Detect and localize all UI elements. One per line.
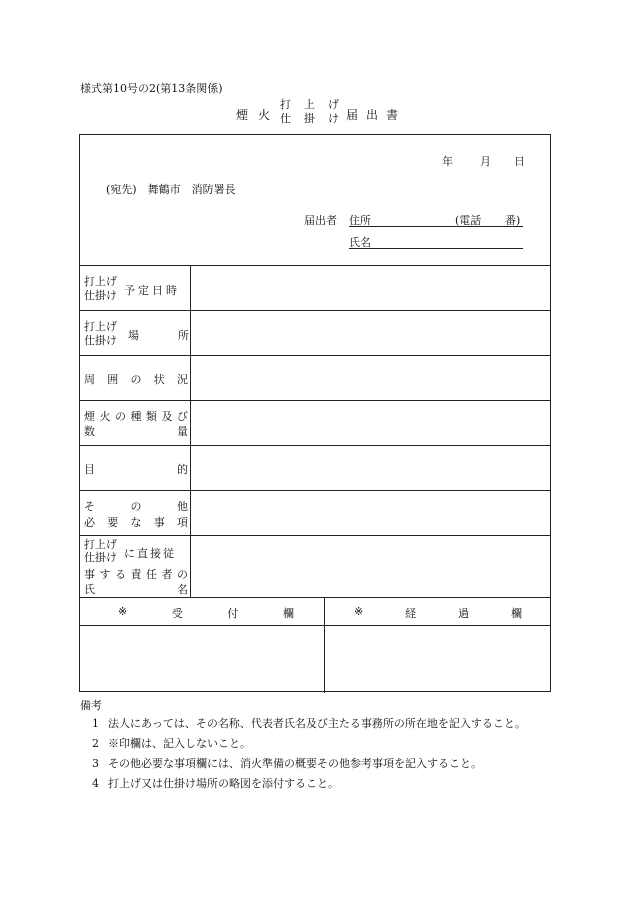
- label-char: の: [130, 500, 142, 513]
- address-label: 住所: [349, 214, 371, 227]
- month-label: 月: [480, 155, 491, 168]
- label-char: 付: [227, 607, 239, 620]
- title-char: け: [328, 112, 347, 125]
- address-field[interactable]: [349, 212, 523, 227]
- title-char: 上: [304, 98, 323, 111]
- label-tail: に直接従: [124, 547, 176, 560]
- title-char: 届: [346, 108, 367, 122]
- fireworks-type-input[interactable]: [190, 401, 550, 445]
- stack-top: 打上げ: [84, 320, 117, 333]
- row-label-other: [84, 498, 188, 514]
- label-char: 類: [146, 410, 157, 423]
- label-char: 他: [177, 500, 188, 513]
- purpose-input[interactable]: [190, 446, 550, 490]
- applicant-label: 届出者: [304, 214, 337, 227]
- title-char: 煙: [236, 108, 257, 122]
- label-char: 任: [146, 568, 157, 581]
- label-char: 事: [153, 516, 165, 529]
- remark-item: [92, 715, 526, 731]
- day-label: 日: [514, 155, 525, 168]
- remark-text: 打上げ又は仕掛け場所の略図を添付すること。: [108, 777, 339, 790]
- label-char: 状: [153, 373, 165, 386]
- addressee: (宛先) 舞鶴市 消防署長: [106, 183, 236, 196]
- remark-item: [92, 735, 251, 751]
- remark-number: 4: [92, 777, 99, 790]
- label-char: 項: [177, 516, 188, 529]
- label-char: 周: [84, 373, 95, 386]
- place-input[interactable]: [190, 311, 550, 355]
- notification-form: [79, 134, 551, 692]
- label-char: 責: [130, 568, 142, 581]
- document-title: [236, 98, 436, 128]
- title-char: げ: [328, 98, 347, 111]
- label-char: の: [177, 568, 188, 581]
- remarks-heading: 備考: [80, 699, 102, 712]
- year-label: 年: [442, 155, 453, 168]
- label-char: 的: [177, 463, 188, 476]
- stack-top: 打上げ: [84, 275, 117, 288]
- stack-top: 打上げ: [84, 538, 117, 551]
- row-label-schedule: [84, 275, 188, 303]
- label-char: 目: [84, 463, 95, 476]
- reception-box: [80, 626, 324, 692]
- label-char: 場: [128, 329, 139, 342]
- label-char: 欄: [510, 607, 522, 620]
- label-char: 量: [177, 425, 188, 438]
- row-label-responsible-line3: [84, 566, 188, 582]
- remark-item: [92, 775, 339, 791]
- label-char: 及: [161, 410, 173, 423]
- label-char: 過: [458, 607, 470, 620]
- title-char: 火: [258, 108, 279, 122]
- row-label-necessary-matters: [84, 514, 188, 530]
- row-label-place: [84, 320, 188, 348]
- title-char: 掛: [304, 112, 323, 125]
- label-tail: 予定日時: [124, 284, 180, 297]
- name-label: 氏名: [349, 236, 371, 249]
- label-char: 火: [99, 410, 111, 423]
- phone-open-label: (電話: [455, 214, 482, 227]
- schedule-input[interactable]: [190, 266, 550, 310]
- title-char: 書: [386, 108, 407, 122]
- label-char: 囲: [107, 373, 119, 386]
- label-char: び: [177, 410, 188, 423]
- label-char: 者: [161, 568, 173, 581]
- label-char: る: [115, 568, 126, 581]
- label-char: 名: [177, 583, 188, 596]
- label-char: 要: [107, 516, 119, 529]
- stack-bottom: 仕掛け: [84, 551, 117, 564]
- label-char: 煙: [84, 410, 95, 423]
- row-label-fireworks-type: [84, 408, 188, 424]
- phone-close-label: 番): [505, 214, 521, 227]
- label-char: 氏: [84, 583, 95, 596]
- label-char: ※: [118, 605, 128, 618]
- row-label-responsible: [84, 538, 188, 566]
- remark-text: 法人にあっては、その名称、代表者氏名及び主たる事務所の所在地を記入すること。: [108, 717, 526, 730]
- progress-header: [354, 605, 522, 621]
- label-char: な: [130, 516, 142, 529]
- title-char: 打: [280, 98, 299, 111]
- label-char: 必: [84, 516, 95, 529]
- label-char: そ: [84, 500, 95, 513]
- label-char: 況: [177, 373, 188, 386]
- stack-bottom: 仕掛け: [84, 334, 117, 347]
- label-char: 数: [84, 425, 95, 438]
- label-char: 経: [405, 607, 417, 620]
- label-char: す: [99, 568, 111, 581]
- row-divider: [80, 597, 550, 598]
- reception-header: [118, 605, 294, 621]
- row-label-responsible-line4: [84, 581, 188, 597]
- label-char: 事: [84, 568, 95, 581]
- surroundings-input[interactable]: [190, 356, 550, 400]
- label-char: 欄: [283, 607, 294, 620]
- remark-number: 2: [92, 737, 99, 750]
- remark-text: その他必要な事項欄には、消火準備の概要その他参考事項を記入すること。: [108, 757, 482, 770]
- row-label-quantity: [84, 423, 188, 439]
- form-number: 様式第10号の2(第13条関係): [80, 82, 223, 95]
- remark-item: [92, 755, 482, 771]
- label-char: の: [130, 373, 142, 386]
- progress-box: [325, 626, 551, 692]
- responsible-person-input[interactable]: [190, 536, 550, 597]
- label-char: 受: [171, 607, 183, 620]
- name-field[interactable]: [349, 234, 523, 249]
- other-matters-input[interactable]: [190, 491, 550, 535]
- label-char: ※: [354, 605, 364, 618]
- remark-number: 1: [92, 717, 99, 730]
- row-label-purpose: [84, 461, 188, 477]
- row-label-surroundings: [84, 371, 188, 387]
- stack-bottom: 仕掛け: [84, 289, 117, 302]
- label-char: 種: [130, 410, 142, 423]
- title-char: 仕: [280, 112, 299, 125]
- remark-text: ※印欄は、記入しないこと。: [108, 737, 251, 750]
- label-char: の: [115, 410, 126, 423]
- title-char: 出: [366, 108, 387, 122]
- label-char: 所: [178, 329, 189, 342]
- remark-number: 3: [92, 757, 99, 770]
